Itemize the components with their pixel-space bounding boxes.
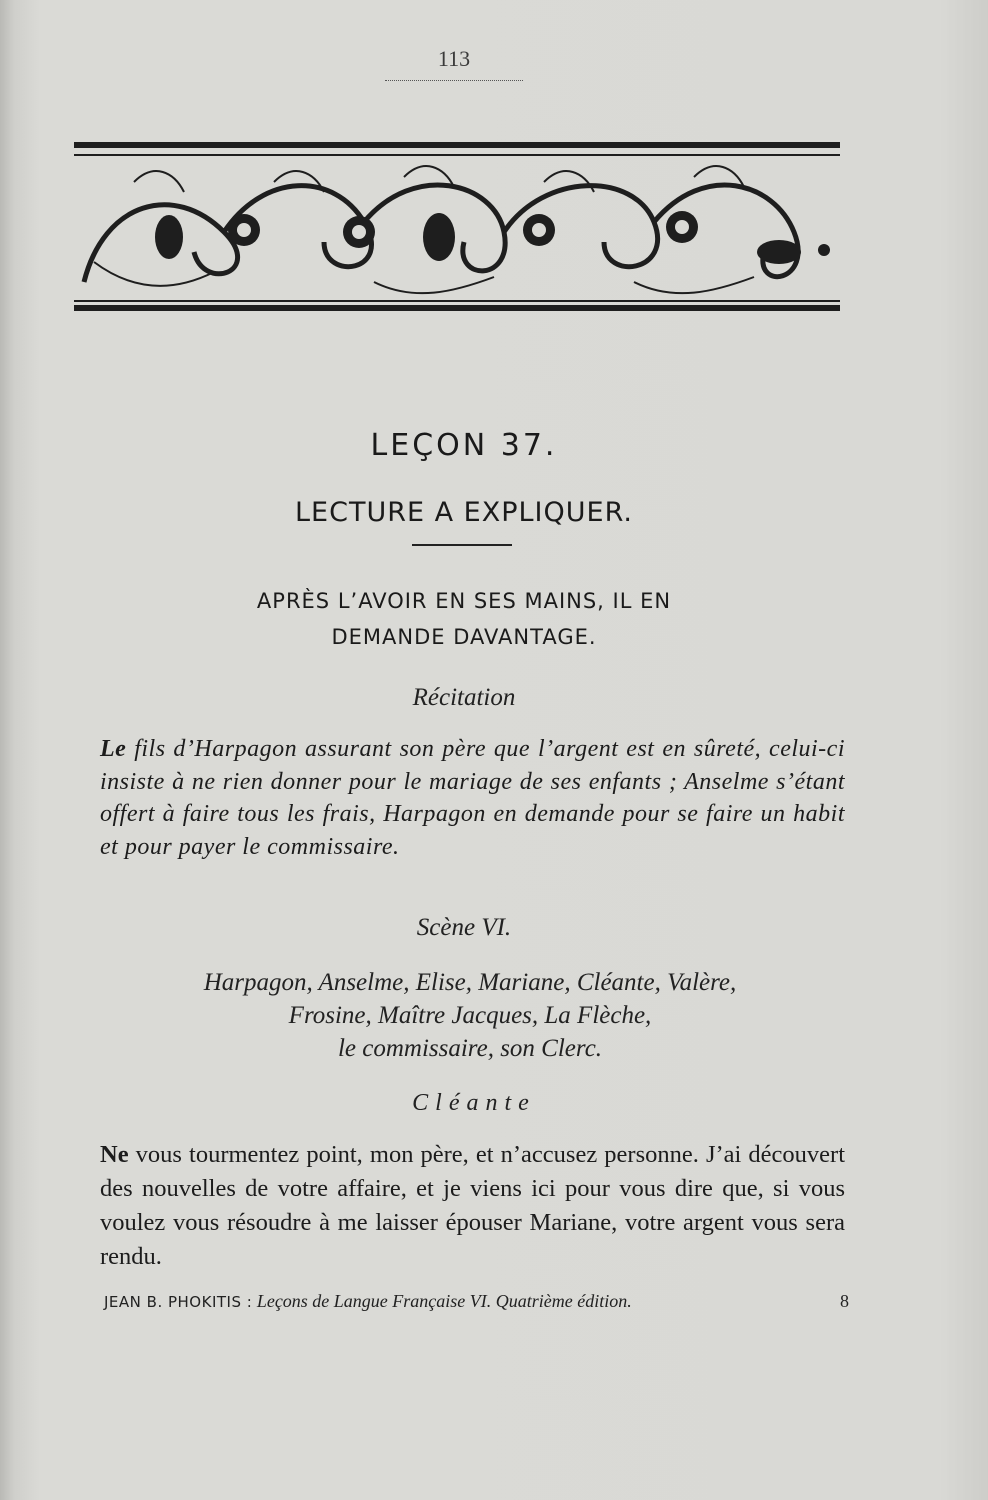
recitation-paragraph	[100, 733, 845, 863]
footer-author: JEAN B. PHOKITIS :	[104, 1293, 253, 1311]
scene-heading: Scène VI.	[416, 914, 512, 941]
lesson-title: LEÇON 37.	[370, 428, 558, 463]
footer-sheet-number: 8	[840, 1291, 849, 1311]
subtitle-line: APRÈS L’AVOIR EN SES MAINS, IL EN	[256, 589, 672, 613]
dialogue-text: vous tourmentez point, mon père, et n’accusez personne. J’ai découvert des nouvelles de votre affaire, et je viens ici pour vous dire que, si vous voulez vous résoudre à me laisser épouser Mariane, votre argent vous sera rendu.	[100, 1141, 845, 1270]
character-list	[90, 966, 850, 1065]
footer-book-title: Leçons de Langue Française VI. Quatrième édition.	[256, 1291, 632, 1311]
title-divider	[412, 544, 512, 546]
recitation-text: fils d’Harpagon assurant son père que l’argent est en sûreté, celui-ci insiste à ne rien donner pour le mariage de ses enfants ; Anselme s’étant offert à faire tous les frais, Harpagon en demande pour se faire un habit et pour payer le commissaire.	[100, 736, 845, 860]
character-line: Harpagon, Anselme, Elise, Mariane, Cléante, Valère,	[203, 969, 737, 996]
subtitle-line: DEMANDE DAVANTAGE.	[331, 625, 597, 649]
page-number-rule	[385, 80, 523, 81]
section-title: LECTURE A EXPLIQUER.	[295, 497, 633, 528]
speaker-name: Cléante	[412, 1090, 536, 1116]
page-number: 113	[437, 46, 471, 71]
recitation-heading: Récitation	[412, 684, 516, 711]
character-line: le commissaire, son Clerc.	[337, 1035, 603, 1062]
page-footer	[104, 1291, 849, 1312]
floral-frieze-icon	[74, 142, 840, 312]
dialogue-paragraph	[100, 1138, 845, 1274]
dialogue-initial: Ne	[100, 1141, 129, 1168]
reading-subtitle	[0, 583, 928, 655]
character-line: Frosine, Maître Jacques, La Flèche,	[288, 1002, 652, 1029]
recitation-initial: Le	[100, 736, 127, 762]
